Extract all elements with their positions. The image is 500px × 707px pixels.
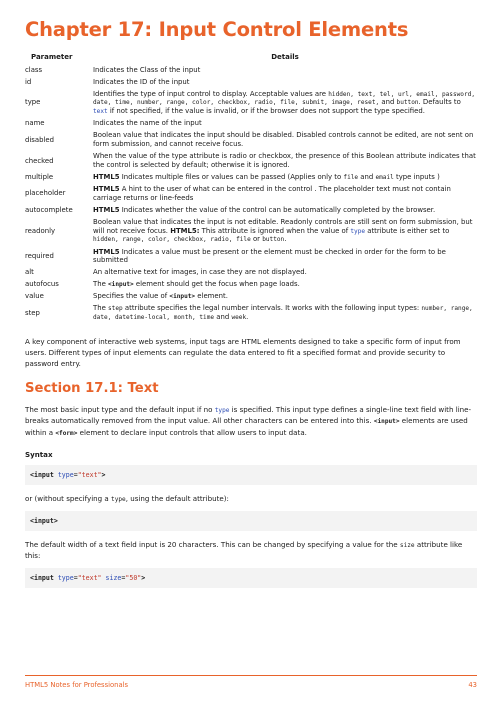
text-span: if not specified, if the value is invalid, or if the browser does not support the type specified. — [107, 107, 425, 116]
text-span: and — [358, 172, 376, 181]
param-name: class — [25, 65, 43, 74]
code-eq: = — [121, 573, 126, 582]
param-details: When the value of the type attribute is radio or checkbox, the presence of this Boolean attribute indicates that the control is selected by default; otherwise it is ignored. — [93, 152, 476, 169]
text-span: The default width of a text field input is 20 characters. This can be changed by specifying a value for the — [25, 539, 400, 549]
param-details: Indicates the Class of the input — [93, 65, 201, 74]
code-span: button — [262, 236, 285, 244]
code-eq: = — [73, 573, 78, 582]
table-row — [25, 118, 477, 130]
table-row — [25, 246, 477, 267]
text-span: and — [379, 98, 397, 107]
code-span: button — [396, 99, 419, 107]
code-span: text — [93, 108, 108, 116]
table-row — [25, 130, 477, 151]
code-attr: type — [57, 470, 74, 479]
page-footer — [25, 675, 477, 689]
code-value: "text" — [77, 573, 102, 582]
html5-badge: HTML5 — [93, 205, 120, 214]
header-parameter: Parameter — [31, 53, 73, 61]
table-row — [25, 267, 477, 279]
code-span: <input> — [169, 293, 196, 301]
text-span: or — [250, 235, 263, 244]
code-span: <form> — [55, 430, 78, 438]
text-span: element. — [195, 292, 228, 301]
param-name: checked — [25, 156, 54, 165]
html5-badge: HTML5 — [93, 184, 120, 193]
table-row — [25, 291, 477, 303]
code-eq: = — [73, 470, 78, 479]
param-name: type — [25, 98, 41, 107]
code-span: type — [111, 495, 126, 503]
param-details — [93, 279, 477, 291]
footer-book-title: HTML5 Notes for Professionals — [25, 681, 129, 689]
section-paragraph — [25, 404, 477, 439]
param-details — [93, 216, 477, 246]
table-row — [25, 151, 477, 172]
code-span: type — [214, 406, 230, 414]
param-details — [93, 303, 477, 324]
html5-badge: HTML5: — [170, 226, 200, 235]
text-span: Identifies the type of input control to display. Acceptable values are — [93, 89, 329, 98]
text-span: attribute specifies the legal number intervals. It works with the following input types: — [122, 304, 422, 313]
size-paragraph — [25, 539, 477, 562]
text-span: type inputs ) — [393, 172, 440, 181]
param-details — [93, 88, 477, 118]
table-row — [25, 88, 477, 118]
text-span: element to declare input controls that allow users to input data. — [77, 428, 307, 438]
code-span: week — [231, 314, 247, 322]
text-span: This attribute is ignored when the value of — [199, 226, 351, 235]
code-block — [25, 465, 477, 485]
table-row — [25, 216, 477, 246]
table-row — [25, 303, 477, 324]
code-tag: <input> — [30, 516, 58, 525]
param-name: autofocus — [25, 280, 59, 289]
table-row — [25, 64, 477, 76]
code-tag: <input — [30, 470, 54, 479]
param-name: alt — [25, 268, 34, 277]
parameter-table — [25, 53, 477, 324]
code-span: file — [343, 173, 359, 181]
page-number: 43 — [468, 681, 477, 689]
code-attr: type — [57, 573, 74, 582]
code-value: "50" — [125, 573, 142, 582]
text-span: A hint to the user of what can be entered in the control . The placeholder text must not contain carriage returns or line-feeds — [93, 184, 451, 202]
html5-badge: HTML5 — [93, 172, 120, 181]
text-span: The — [93, 304, 109, 313]
text-span: Boolean value that indicates the input is not editable. Readonly controls are still sent on form submission, but will not receive focus. — [93, 217, 473, 235]
table-row — [25, 76, 477, 88]
table-row — [25, 204, 477, 216]
param-name: name — [25, 119, 45, 128]
param-details: Indicates the ID of the input — [93, 77, 190, 86]
chapter-title: Chapter 17: Input Control Elements — [25, 18, 409, 41]
text-span: or (without specifying a — [25, 493, 112, 503]
param-details — [93, 246, 477, 267]
text-span: , using the default attribute): — [125, 493, 229, 503]
param-name: step — [25, 308, 40, 317]
param-details — [93, 204, 477, 216]
text-span: . Defaults to — [418, 98, 461, 107]
page-content — [25, 18, 477, 596]
text-span: The — [93, 280, 109, 289]
text-span: Specifies the value of — [93, 292, 170, 301]
param-details — [93, 171, 477, 183]
code-span: hidden, range, color, checkbox, radio, file — [93, 236, 251, 244]
param-name: value — [25, 292, 44, 301]
syntax-heading: Syntax — [25, 449, 53, 459]
text-span: The most basic input type and the default input if no — [25, 404, 215, 414]
code-span: hidden, text, tel, url, email, password, date, time, number, range, color, checkbox, radio, file, submit, image, reset, — [93, 90, 475, 107]
html5-badge: HTML5 — [93, 247, 120, 256]
text-span: element should get the focus when page loads. — [133, 280, 300, 289]
code-span: size — [399, 541, 415, 549]
text-span: Indicates whether the value of the control can be automatically completed by the browser. — [119, 205, 436, 214]
table-row — [25, 279, 477, 291]
table-header-row — [25, 53, 477, 64]
code-span: <input> — [373, 418, 400, 426]
param-details: Boolean value that indicates the input should be disabled. Disabled controls cannot be edited, are not sent on form submission, and cannot receive focus. — [93, 131, 474, 149]
code-block — [25, 568, 477, 588]
code-block — [25, 511, 477, 531]
param-details: An alternative text for images, in case they are not displayed. — [93, 268, 307, 277]
code-span: email — [375, 173, 394, 181]
param-name: autocomplete — [25, 205, 73, 214]
code-span: type — [350, 227, 366, 235]
param-name: id — [25, 77, 32, 86]
code-span: <input> — [108, 281, 134, 289]
text-span: attribute like this: — [25, 539, 463, 561]
code-tag: <input — [30, 573, 54, 582]
text-span: Indicates multiple files or values can be passed (Applies only to — [119, 172, 344, 181]
code-value: "text" — [77, 470, 102, 479]
param-name: required — [25, 251, 54, 260]
param-name: multiple — [25, 172, 54, 181]
text-span: elements are used within a — [25, 416, 468, 438]
code-span: step — [108, 305, 123, 313]
table-row — [25, 183, 477, 204]
param-name: readonly — [25, 226, 56, 235]
param-name: placeholder — [25, 189, 66, 198]
text-span: is specified. This input type defines a single-line text field with line-breaks automatically removed from the input value. All other characters can be entered into this. — [25, 404, 472, 426]
param-name: disabled — [25, 135, 55, 144]
code-attr: size — [105, 573, 122, 582]
param-details — [93, 183, 477, 204]
text-span: . — [246, 313, 249, 322]
code-tag: > — [101, 470, 106, 479]
text-span: attribute is either set to — [365, 226, 450, 235]
section-title: Section 17.1: Text — [25, 380, 159, 396]
code-span: number, range, date, datetime-local, month, time — [93, 305, 473, 322]
param-details: Indicates the name of the input — [93, 119, 202, 128]
table-row — [25, 171, 477, 183]
intro-paragraph: A key component of interactive web systems, input tags are HTML elements designed to take a specific form of input from users. Different types of input elements can regulate the data entered to fit a specified format and provide security to password entry. — [25, 336, 461, 369]
text-span: . — [284, 235, 287, 244]
text-span: Indicates a value must be present or the element must be checked in order for the form to be submitted — [93, 247, 446, 265]
text-span: and — [214, 313, 232, 322]
param-details — [93, 291, 477, 303]
code-tag: > — [141, 573, 146, 582]
or-paragraph — [25, 493, 477, 505]
header-details: Details — [271, 53, 299, 61]
